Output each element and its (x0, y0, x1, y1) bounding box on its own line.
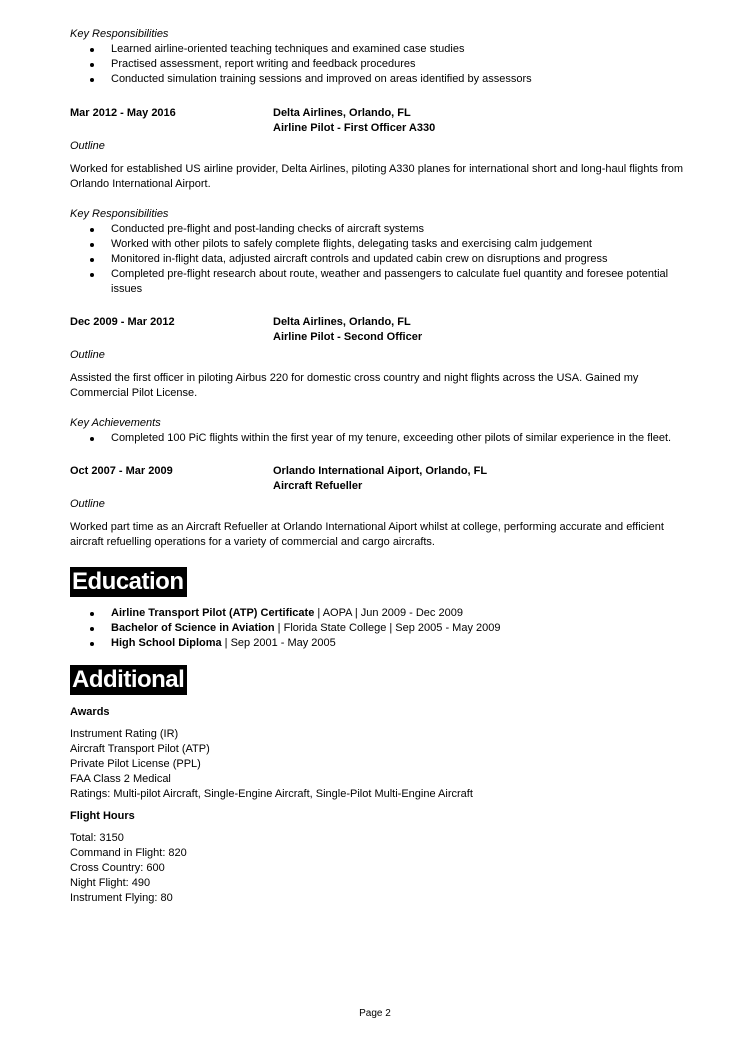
subsection-label: Flight Hours (70, 810, 135, 822)
education-section (70, 567, 685, 651)
job-company: Delta Airlines, Orlando, FL (273, 107, 411, 119)
job-outline: Worked part time as an Aircraft Refueller at Orlando International Aiport whilst at college, performing accurate and efficient aircraft refuelling operations for a variety of commercial and cargo aircrafts. (70, 521, 664, 548)
list-item: Monitored in-flight data, adjusted aircraft controls and updated cabin crew on disruptions and progress (111, 252, 685, 267)
section-label: Outline (70, 140, 105, 152)
flight-hours-item: Cross Country: 600 (70, 862, 165, 874)
job-employer-block (273, 106, 685, 136)
section-label: Outline (70, 498, 105, 510)
subsection-label: Awards (70, 706, 110, 718)
job-outline: Assisted the first officer in piloting Airbus 220 for domestic cross country and night flights across the USA. Gained my Commercial Pilot License. (70, 372, 639, 399)
list-item: Conducted simulation training sessions and improved on areas identified by assessors (111, 72, 685, 87)
education-name: High School Diploma (111, 637, 222, 649)
job-entry (70, 464, 685, 550)
bullet-list (70, 431, 685, 446)
job-header (70, 315, 685, 345)
list-item: Practised assessment, report writing and feedback procedures (111, 57, 685, 72)
education-detail: | Sep 2001 - May 2005 (221, 637, 336, 649)
list-item: Worked with other pilots to safely complete flights, delegating tasks and exercising calm judgement (111, 237, 685, 252)
education-list (70, 606, 685, 651)
award-item: Private Pilot License (PPL) (70, 758, 201, 770)
job-header (70, 464, 685, 494)
award-item: Aircraft Transport Pilot (ATP) (70, 743, 210, 755)
education-name: Bachelor of Science in Aviation (111, 622, 275, 634)
flight-hours-item: Command in Flight: 820 (70, 847, 187, 859)
resume-page-2 (70, 27, 685, 906)
job-title: Airline Pilot - First Officer A330 (273, 122, 436, 134)
flight-hours-list (70, 831, 685, 906)
award-item: Instrument Rating (IR) (70, 728, 179, 740)
job-title: Airline Pilot - Second Officer (273, 331, 423, 343)
award-item: FAA Class 2 Medical (70, 773, 171, 785)
job-dates: Dec 2009 - Mar 2012 (70, 316, 175, 328)
job-company: Orlando International Aiport, Orlando, FL (273, 465, 488, 477)
list-item: Learned airline-oriented teaching techniques and examined case studies (111, 42, 685, 57)
job-entry (70, 106, 685, 297)
list-item: Completed pre-flight research about route, weather and passengers to calculate fuel quantity and foresee potential issues (111, 267, 685, 297)
awards-list (70, 727, 685, 802)
section-label: Key Responsibilities (70, 208, 169, 220)
job-outline: Worked for established US airline provider, Delta Airlines, piloting A330 planes for international short and long-haul flights from Orlando International Airport. (70, 163, 684, 190)
bullet-list (70, 222, 685, 297)
job-header (70, 106, 685, 136)
section-heading: Education (70, 567, 187, 597)
list-item: Conducted pre-flight and post-landing checks of aircraft systems (111, 222, 685, 237)
section-label: Outline (70, 349, 105, 361)
job-employer-block (273, 464, 685, 494)
education-item (111, 636, 685, 651)
award-item: Ratings: Multi-pilot Aircraft, Single-Engine Aircraft, Single-Pilot Multi-Engine Aircraft (70, 788, 473, 800)
section-label: Key Achievements (70, 417, 161, 429)
additional-section (70, 665, 685, 906)
flight-hours-item: Instrument Flying: 80 (70, 892, 173, 904)
job-company: Delta Airlines, Orlando, FL (273, 316, 411, 328)
flight-hours-item: Night Flight: 490 (70, 877, 151, 889)
job-employer-block (273, 315, 685, 345)
education-item (111, 621, 685, 636)
job-entry (70, 315, 685, 446)
job-dates: Oct 2007 - Mar 2009 (70, 465, 173, 477)
job-dates: Mar 2012 - May 2016 (70, 107, 176, 119)
bullet-list (70, 42, 685, 87)
section-label: Key Responsibilities (70, 28, 169, 40)
flight-hours-item: Total: 3150 (70, 832, 124, 844)
page-number: Page 2 (359, 1008, 391, 1019)
education-name: Airline Transport Pilot (ATP) Certificate (111, 607, 315, 619)
education-detail: | Florida State College | Sep 2005 - May 2009 (274, 622, 501, 634)
list-item: Completed 100 PiC flights within the first year of my tenure, exceeding other pilots of similar experience in the fleet. (111, 431, 685, 446)
job-title: Aircraft Refueller (273, 480, 363, 492)
section-heading: Additional (70, 665, 187, 695)
education-item (111, 606, 685, 621)
education-detail: | AOPA | Jun 2009 - Dec 2009 (314, 607, 463, 619)
